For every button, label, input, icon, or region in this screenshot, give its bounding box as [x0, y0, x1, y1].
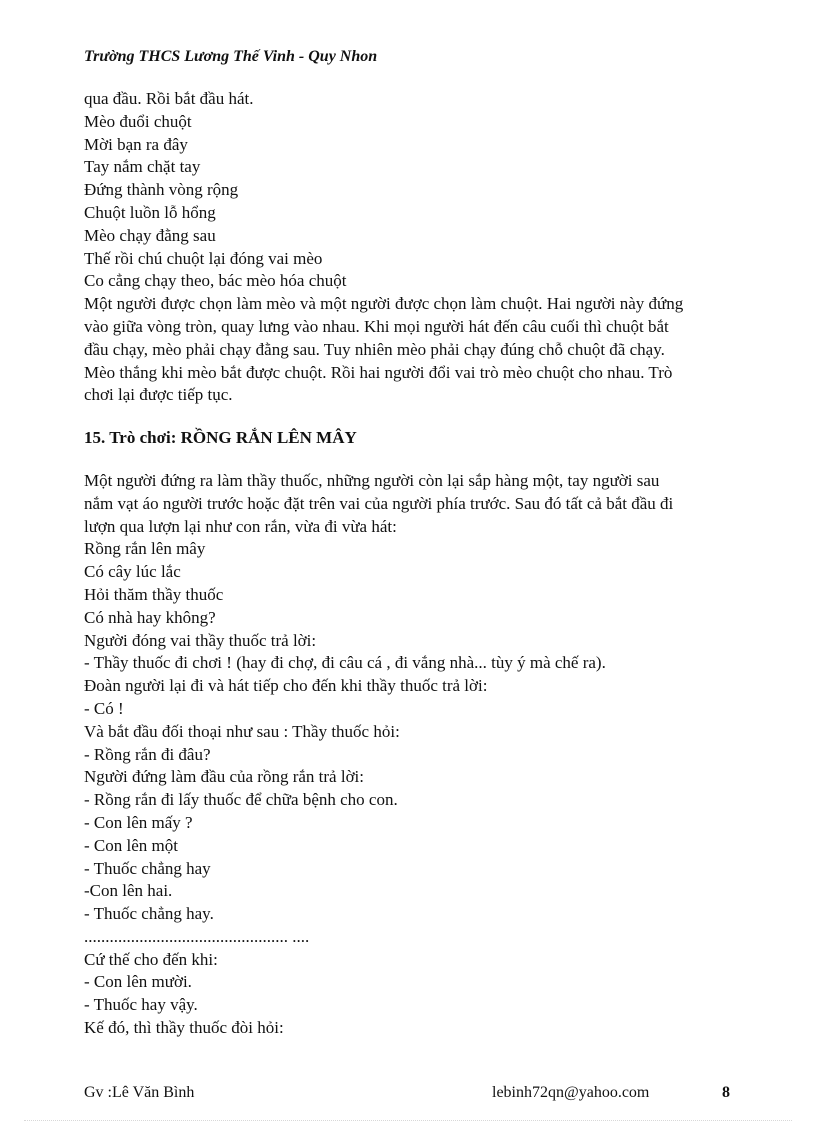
footer-divider	[24, 1120, 792, 1121]
text-line: Đoàn người lại đi và hát tiếp cho đến khi thầy thuốc trả lời:	[84, 676, 488, 696]
text-line: - Có !	[84, 698, 124, 718]
document-body	[84, 88, 744, 1040]
text-line: - Thuốc hay vậy.	[84, 995, 198, 1015]
text-line: Một người được chọn làm mèo và một người được chọn làm chuột. Hai người này đứng	[84, 294, 684, 314]
text-line: - Con lên một	[84, 835, 178, 855]
section-heading: 15. Trò chơi: RỒNG RẮN LÊN MÂY	[84, 428, 357, 448]
text-line: - Rồng rắn đi đâu?	[84, 744, 211, 764]
text-line: - Thầy thuốc đi chơi ! (hay đi chợ, đi câu cá , đi vắng nhà... tùy ý mà chế ra).	[84, 653, 606, 673]
text-line: Rồng rắn lên mây	[84, 539, 206, 559]
text-line: Có nhà hay không?	[84, 607, 216, 627]
text-line: chơi lại được tiếp tục.	[84, 385, 233, 405]
text-line: Một người đứng ra làm thầy thuốc, những người còn lại sắp hàng một, tay người sau	[84, 470, 660, 490]
text-line: - Con lên mười.	[84, 972, 192, 992]
footer-email: lebinh72qn@yahoo.com	[492, 1084, 650, 1101]
text-line: - Rồng rắn đi lấy thuốc để chữa bệnh cho con.	[84, 790, 398, 810]
text-line: Hỏi thăm thầy thuốc	[84, 584, 224, 604]
text-line: Co cẳng chạy theo, bác mèo hóa chuột	[84, 271, 347, 291]
paragraph-block-2	[84, 470, 744, 1040]
text-line: Mèo đuổi chuột	[84, 111, 192, 131]
text-line: - Thuốc chẳng hay.	[84, 904, 214, 924]
page-number: 8	[722, 1084, 730, 1101]
text-line: - Con lên mấy ?	[84, 812, 193, 832]
text-line: qua đầu. Rồi bắt đầu hát.	[84, 89, 254, 108]
paragraph-block-1	[84, 88, 744, 407]
text-line: lượn qua lượn lại như con rắn, vừa đi vừa hát:	[84, 516, 397, 536]
text-line: vào giữa vòng tròn, quay lưng vào nhau. Khi mọi người hát đến câu cuối thì chuột bắt	[84, 316, 669, 336]
text-line: -Con lên hai.	[84, 881, 173, 901]
text-line: Mèo chạy đằng sau	[84, 225, 216, 245]
text-line: Và bắt đầu đối thoại như sau : Thầy thuốc hỏi:	[84, 721, 400, 741]
text-line: nắm vạt áo người trước hoặc đặt trên vai của người phía trước. Sau đó tất cả bắt đầu đi	[84, 493, 674, 513]
text-line: Có cây lúc lắc	[84, 562, 181, 582]
text-line: Chuột luồn lỗ hổng	[84, 202, 216, 222]
footer-author: Gv :Lê Văn Bình	[84, 1084, 195, 1101]
text-line: - Thuốc chẳng hay	[84, 858, 211, 878]
text-line: Mèo thắng khi mèo bắt được chuột. Rồi hai người đổi vai trò mèo chuột cho nhau. Trò	[84, 362, 673, 382]
text-line: đầu chạy, mèo phải chạy đằng sau. Tuy nhiên mèo phải chạy đúng chỗ chuột đã chạy.	[84, 339, 665, 359]
text-line: Người đứng làm đầu của rồng rắn trả lời:	[84, 767, 365, 787]
text-line: Cứ thế cho đến khi:	[84, 949, 218, 969]
text-line: ................................................ ....	[84, 926, 310, 946]
text-line: Mời bạn ra đây	[84, 134, 188, 154]
text-line: Tay nắm chặt tay	[84, 157, 201, 177]
text-line: Thế rồi chú chuột lại đóng vai mèo	[84, 248, 323, 268]
page-header: Trường THCS Lương Thế Vinh - Quy Nhon	[84, 48, 378, 65]
text-line: Người đóng vai thầy thuốc trả lời:	[84, 630, 317, 650]
text-line: Kế đó, thì thầy thuốc đòi hỏi:	[84, 1018, 284, 1038]
text-line: Đứng thành vòng rộng	[84, 180, 239, 200]
